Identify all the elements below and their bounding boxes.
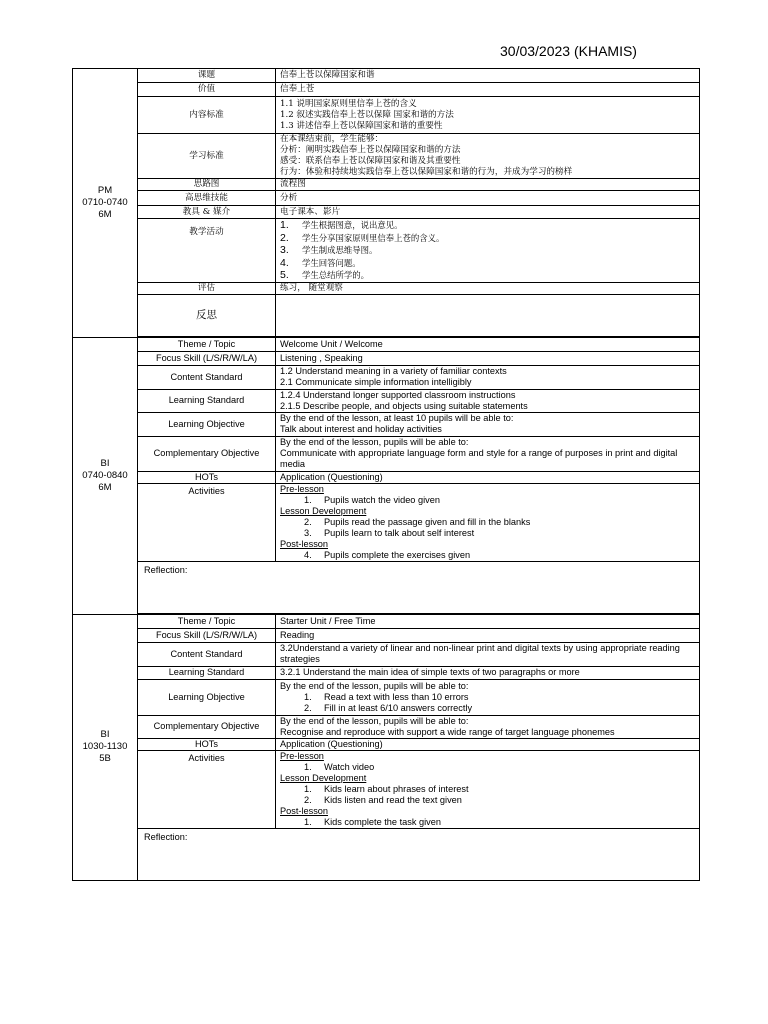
b1-map-value: 流程图 <box>276 179 700 191</box>
b1-map-label: 思路图 <box>138 179 276 191</box>
b3-class: 5B <box>99 753 111 765</box>
b2-class: 6M <box>98 481 112 493</box>
b3-development-heading: Lesson Development <box>280 772 367 783</box>
b2-learning-1: 1.2.4 Understand longer supported classroom instructions <box>280 389 516 400</box>
b2-activity-item: 3. Pupils learn to talk about self interest <box>304 527 475 538</box>
b3-comp-1: By the end of the lesson, pupils will be able to: <box>280 715 469 726</box>
b1-assess-value: 练习， 随堂观察 <box>276 282 700 294</box>
b2-theme-label: Theme / Topic <box>138 337 276 351</box>
b1-content-2: 1.2 叙述实践信奉上苍以保障 国家和谐的方法 <box>280 109 454 120</box>
b1-topic-label: 课题 <box>138 69 276 83</box>
b2-learning-values <box>276 389 700 412</box>
b2-reflection-label: Reflection: <box>144 564 188 575</box>
b1-tools-value: 电子课本、影片 <box>276 206 700 219</box>
b1-assess-row <box>73 282 700 294</box>
b1-value-label: 价值 <box>138 83 276 97</box>
b2-activity-item: 2. Pupils read the passage given and fill in the blanks <box>304 516 531 527</box>
b2-hots-row <box>73 471 700 483</box>
b3-theme-value: Starter Unit / Free Time <box>276 614 700 628</box>
b3-learning-value: 3.2.1 Understand the main idea of simple texts of two paragraphs or more <box>276 666 700 679</box>
b1-activity-list <box>276 219 700 283</box>
b2-objective-2: Talk about interest and holiday activities <box>280 424 442 435</box>
b1-content-3: 1.3 讲述信奉上苍以保障国家和谐的重要性 <box>280 120 443 131</box>
b3-content-label: Content Standard <box>138 642 276 666</box>
b1-activity-label: 教学活动 <box>138 219 276 283</box>
b3-activity-item: 2. Kids listen and read the text given <box>304 794 462 805</box>
b1-tools-row <box>73 206 700 219</box>
b3-activities-list <box>276 750 700 828</box>
b3-subject: BI <box>100 729 110 741</box>
b3-activity-item: 1. Kids learn about phrases of interest <box>304 783 469 794</box>
b3-content-row <box>73 642 700 666</box>
b2-activity-item: 4. Pupils complete the exercises given <box>304 549 471 560</box>
b3-theme-label: Theme / Topic <box>138 614 276 628</box>
b2-objective-1: By the end of the lesson, at least 10 pupils will be able to: <box>280 413 514 424</box>
b2-content-row <box>73 365 700 389</box>
b2-objective-row <box>73 412 700 436</box>
b2-hots-label: HOTs <box>138 471 276 483</box>
b2-post-lesson-heading: Post-lesson <box>280 538 329 549</box>
b3-class-cell <box>73 614 138 880</box>
b3-time: 1030-1130 <box>82 741 128 753</box>
b2-time: 0740-0840 <box>82 469 128 481</box>
b1-value-value: 信奉上苍 <box>276 83 700 97</box>
b1-content-1: 1.1 说明国家原则里信奉上苍的含义 <box>280 98 417 109</box>
b1-time: 0710-0740 <box>82 196 128 208</box>
b1-topic-row <box>73 69 700 83</box>
b3-learning-label: Learning Standard <box>138 666 276 679</box>
b1-activity-item: 3. 学生制成思维导图。 <box>280 244 378 257</box>
b2-comp-1: By the end of the lesson, pupils will be able to: <box>280 437 469 448</box>
b3-learning-row <box>73 666 700 679</box>
b2-comp-label: Complementary Objective <box>138 436 276 471</box>
b3-activity-item: 1. Kids complete the task given <box>304 816 441 827</box>
b1-content-row <box>73 97 700 134</box>
b2-activities-list <box>276 483 700 561</box>
b2-development-heading: Lesson Development <box>280 505 367 516</box>
b3-post-lesson-heading: Post-lesson <box>280 805 329 816</box>
b3-reflection-label: Reflection: <box>144 831 188 842</box>
b1-class-cell <box>73 69 138 338</box>
b3-content-values <box>276 642 700 666</box>
b2-learning-2: 2.1.5 Describe people, and objects using suitable statements <box>280 400 528 411</box>
b2-content-1: 1.2 Understand meaning in a variety of familiar contexts <box>280 366 507 377</box>
b1-learning-row <box>73 134 700 179</box>
b3-activities-label: Activities <box>138 750 276 828</box>
b1-learning-1: 在本课结束前，学生能够： <box>280 134 384 144</box>
b1-activity-item: 1. 学生根据图意，说出意见。 <box>280 219 403 231</box>
b2-reflection-cell <box>138 561 700 613</box>
b2-focus-row <box>73 351 700 365</box>
b1-learning-2: 分析：阐明实践信奉上苍以保障国家和谐的方法 <box>280 145 461 155</box>
b1-tools-label: 教具 & 媒介 <box>138 206 276 219</box>
b3-comp-label: Complementary Objective <box>138 715 276 738</box>
b1-learning-values <box>276 134 700 179</box>
b1-class: 6M <box>98 208 112 220</box>
lesson-plan-table <box>72 68 700 881</box>
b3-focus-label: Focus Skill (L/S/R/W/LA) <box>138 628 276 642</box>
b1-learning-3: 感受：联系信奉上苍以保障国家和谐及其重要性 <box>280 156 461 166</box>
b1-value-row <box>73 83 700 97</box>
b2-focus-label: Focus Skill (L/S/R/W/LA) <box>138 351 276 365</box>
b3-comp-values <box>276 715 700 738</box>
b3-content-1: 3.2Understand a variety of linear and non-linear print and digital texts by using appropriate reading strategies <box>280 643 680 665</box>
b2-theme-row <box>73 337 700 351</box>
b1-reflect-label: 反思 <box>138 294 276 336</box>
b1-assess-label: 评估 <box>138 282 276 294</box>
b3-focus-value: Reading <box>276 628 700 642</box>
b1-hots-label: 高思维技能 <box>138 191 276 206</box>
b2-comp-row <box>73 436 700 471</box>
b1-content-values <box>276 97 700 134</box>
b1-activity-item: 2. 学生分享国家原则里信奉上苍的含义。 <box>280 231 445 244</box>
b2-content-values <box>276 365 700 389</box>
b3-activity-item: 1. Watch video <box>304 761 375 772</box>
b1-hots-row <box>73 191 700 206</box>
b3-objective-label: Learning Objective <box>138 679 276 715</box>
page-date: 30/03/2023 (KHAMIS) <box>500 43 637 59</box>
b2-learning-row <box>73 389 700 412</box>
b1-learning-4: 行为：体验和持续地实践信奉上苍以保障国家和谐的行为，并成为学习的榜样 <box>280 167 573 177</box>
b1-activity-row <box>73 219 700 283</box>
b2-comp-values <box>276 436 700 471</box>
b2-focus-value: Listening , Speaking <box>276 351 700 365</box>
b1-hots-value: 分析 <box>276 191 700 206</box>
b1-activity-item: 5. 学生总结所学的。 <box>280 269 369 282</box>
b3-objective-item: 2. Fill in at least 6/10 answers correctly <box>304 702 473 713</box>
b2-activities-label: Activities <box>138 483 276 561</box>
b1-activity-item: 4. 学生回答问题。 <box>280 256 361 269</box>
b2-activities-row <box>73 483 700 561</box>
b3-theme-row <box>73 614 700 628</box>
b3-pre-lesson-heading: Pre-lesson <box>280 750 324 761</box>
b3-reflection-row <box>73 828 700 880</box>
b2-hots-value: Application (Questioning) <box>276 471 700 483</box>
b1-reflect-row <box>73 294 700 336</box>
b2-theme-value: Welcome Unit / Welcome <box>276 337 700 351</box>
b3-hots-row <box>73 738 700 750</box>
b2-activity-item: 1. Pupils watch the video given <box>304 494 440 505</box>
b2-comp-2: Communicate with appropriate language form and style for a range of purposes in print and digital media <box>280 448 678 470</box>
b2-content-2: 2.1 Communicate simple information intelligibly <box>280 377 472 388</box>
b2-learning-label: Learning Standard <box>138 389 276 412</box>
b1-reflect-value <box>276 294 700 336</box>
b1-map-row <box>73 179 700 191</box>
b2-class-cell <box>73 337 138 614</box>
b3-hots-value: Application (Questioning) <box>276 738 700 750</box>
b1-subject: PM <box>97 184 113 196</box>
b2-objective-label: Learning Objective <box>138 412 276 436</box>
b2-pre-lesson-heading: Pre-lesson <box>280 483 324 494</box>
b2-content-label: Content Standard <box>138 365 276 389</box>
b3-reflection-cell <box>138 828 700 880</box>
b3-activities-row <box>73 750 700 828</box>
b3-comp-row <box>73 715 700 738</box>
b3-objective-intro: By the end of the lesson, pupils will be able to: <box>280 680 469 691</box>
b3-objective-item: 1. Read a text with less than 10 errors <box>304 691 469 702</box>
b3-objective-row <box>73 679 700 715</box>
b2-objective-values <box>276 412 700 436</box>
b1-topic-value: 信奉上苍以保障国家和谐 <box>276 69 700 83</box>
b2-reflection-row <box>73 561 700 613</box>
b3-objective-values <box>276 679 700 715</box>
b3-focus-row <box>73 628 700 642</box>
b2-subject: BI <box>100 457 110 469</box>
b3-hots-label: HOTs <box>138 738 276 750</box>
b1-content-label: 内容标准 <box>138 97 276 134</box>
b1-learning-label: 学习标准 <box>138 134 276 179</box>
b3-comp-2: Recognise and reproduce with support a wide range of target language phonemes <box>280 726 615 737</box>
